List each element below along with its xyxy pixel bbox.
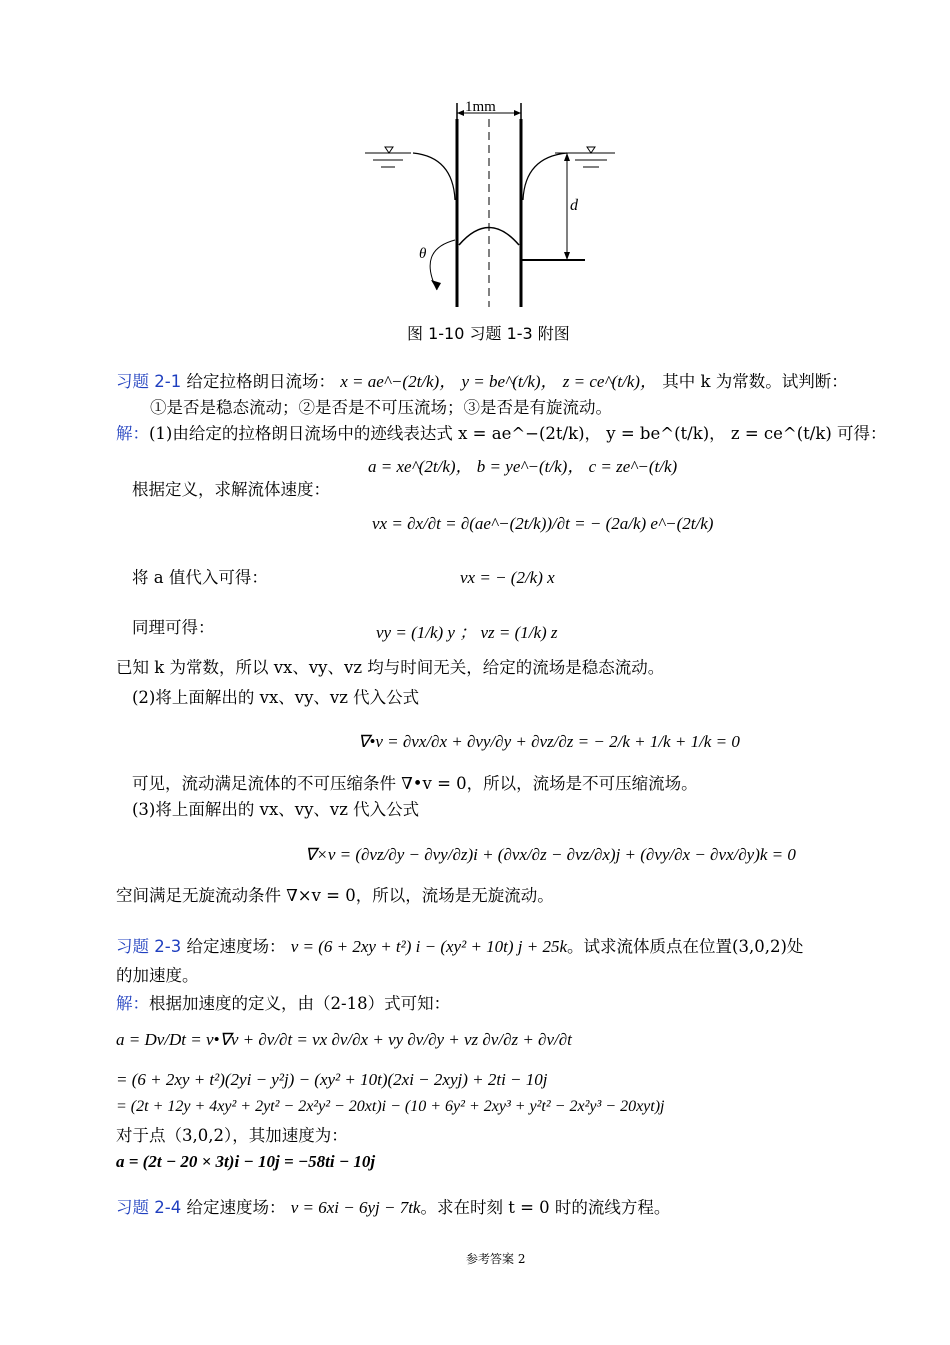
problem-2-3-label: 习题 2-3 bbox=[116, 937, 182, 956]
vx-result: vx = − (2/k) x bbox=[460, 568, 555, 587]
page-footer: 参考答案 2 bbox=[466, 1252, 526, 1266]
problem-2-3-intro: 给定速度场： bbox=[186, 937, 286, 956]
abc-equation: a = xe^(2t/k)， b = ye^−(t/k)， c = ze^−(t/k) bbox=[368, 457, 678, 476]
problem-2-1-questions: ①是否是稳态流动；②是否是不可压流场；③是否是有旋流动。 bbox=[150, 398, 612, 417]
problem-2-3-tail: 。试求流体质点在位置(3,0,2)处 bbox=[567, 937, 804, 956]
problem-2-4-field: v = 6xi − 6yj − 7tk bbox=[290, 1198, 421, 1217]
problem-2-4-intro: 给定速度场： bbox=[186, 1198, 286, 1217]
definition-text: 根据定义，求解流体速度： bbox=[132, 480, 330, 499]
eq-z: z = ce^(t/k)， bbox=[562, 372, 657, 391]
problem-2-4-label: 习题 2-4 bbox=[116, 1198, 182, 1217]
acceleration-line1: = (6 + 2xy + t²)(2yi − y²j) − (xy² + 10t)(2xi − 2xyj) + 2ti − 10j bbox=[116, 1070, 548, 1089]
angle-label: θ bbox=[419, 246, 427, 262]
problem-2-1-label: 习题 2-1 bbox=[116, 372, 182, 391]
solution-2-1-line1 bbox=[116, 424, 887, 444]
vx-derivation: vx = ∂x/∂t = ∂(ae^−(2t/k))/∂t = − (2a/k) e^−(2t/k) bbox=[372, 514, 714, 533]
eq-y: y = be^(t/k)， bbox=[461, 372, 558, 391]
problem-2-1-intro: 给定拉格朗日流场： bbox=[186, 372, 335, 391]
acceleration-definition: a = Dv/Dt = v•∇v + ∂v/∂t = vx ∂v/∂x + vy ∂v/∂y + vz ∂v/∂z + ∂v/∂t bbox=[116, 1030, 572, 1049]
depth-label: d bbox=[570, 197, 578, 214]
solution-2-3-line1 bbox=[116, 994, 450, 1014]
problem-2-3-tail2: 的加速度。 bbox=[116, 966, 199, 985]
curl-equation: ∇×v = (∂vz/∂y − ∂vy/∂z)i + (∂vx/∂z − ∂vz/∂x)j + (∂vy/∂x − ∂vx/∂y)k = 0 bbox=[305, 845, 796, 864]
vy-vz-result: vy = (1/k) y ； vz = (1/k) z bbox=[376, 623, 558, 642]
solution-2-1-text1: (1)由给定的拉格朗日流场中的迹线表达式 x = ae^−(2t/k)， y = be^(t/k)， z = ce^(t/k) 可得： bbox=[149, 424, 887, 443]
problem-2-4-tail: 。求在时刻 t = 0 时的流线方程。 bbox=[420, 1198, 671, 1217]
divergence-equation: ∇•v = ∂vx/∂x + ∂vy/∂y + ∂vz/∂z = − 2/k + 1/k + 1/k = 0 bbox=[358, 732, 740, 751]
problem-2-3-field: v = (6 + 2xy + t²) i − (xy² + 10t) j + 25k bbox=[290, 937, 568, 956]
problem-2-1-tail: 其中 k 为常数。试判断： bbox=[662, 372, 848, 391]
figure-caption: 图 1-10 习题 1-3 附图 bbox=[407, 324, 570, 343]
solution-2-3-label: 解： bbox=[116, 994, 149, 1013]
acceleration-line2: = (2t + 12y + 4xy² + 2yt² − 2x²y² − 20xt)i − (10 + 6y² + 2xy³ + y²t² − 2x²y³ − 20xyt)j bbox=[116, 1098, 665, 1115]
width-label: 1mm bbox=[465, 99, 496, 115]
solution-label: 解： bbox=[116, 424, 149, 443]
solution-2-3-text: 根据加速度的定义，由（2-18）式可知： bbox=[149, 994, 451, 1013]
problem-2-4-statement bbox=[116, 1198, 670, 1218]
acceleration-result: a = (2t − 20 × 3t)i − 10j = −58ti − 10j bbox=[116, 1152, 376, 1171]
problem-2-1-statement bbox=[116, 372, 848, 392]
part-3-text: (3)将上面解出的 vx、vy、vz 代入公式 bbox=[132, 800, 420, 819]
eq-x: x = ae^−(2t/k)， bbox=[340, 372, 457, 391]
conclusion-1: 已知 k 为常数，所以 vx、vy、vz 均与时间无关，给定的流场是稳态流动。 bbox=[116, 658, 665, 677]
point-text: 对于点（3,0,2），其加速度为： bbox=[116, 1126, 348, 1145]
capillary-figure bbox=[355, 95, 625, 310]
conclusion-3: 空间满足无旋流动条件 ∇×v = 0，所以，流场是无旋流动。 bbox=[116, 886, 554, 905]
similarly-text: 同理可得： bbox=[132, 618, 215, 637]
conclusion-2: 可见，流动满足流体的不可压缩条件 ∇•v = 0，所以，流场是不可压缩流场。 bbox=[132, 774, 698, 793]
part-2-text: (2)将上面解出的 vx、vy、vz 代入公式 bbox=[132, 688, 420, 707]
problem-2-3-statement bbox=[116, 937, 803, 957]
substitute-text: 将 a 值代入可得： bbox=[132, 568, 268, 587]
